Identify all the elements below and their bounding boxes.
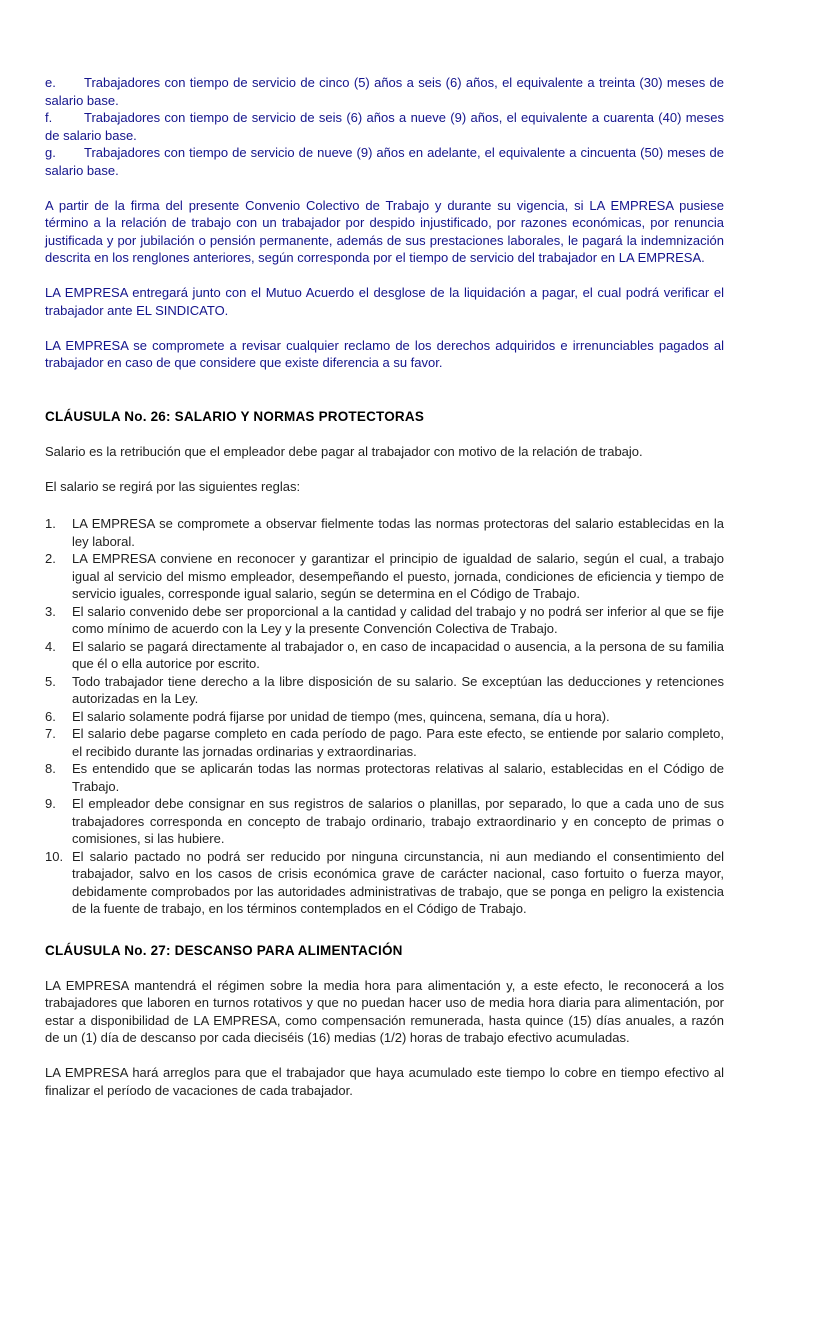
rule-number: 7. <box>45 726 56 741</box>
rule-text: El salario convenido debe ser proporcional a la cantidad y calidad del trabajo y no podrá ser inferior al que se fije como mínimo de acuerdo con la Ley y la presente Convención Colectiva de Trabajo. <box>72 603 724 636</box>
clause-27-heading: CLÁUSULA No. 27: DESCANSO PARA ALIMENTACIÓN <box>45 942 403 958</box>
intro-paragraph-severance-terms: A partir de la firma del presente Convenio Colectivo de Trabajo y durante su vigencia, si LA EMPRESA pusiese término a la relación de trabajo con un trabajador por despido injustificado, por razones económicas, por renuncia justificada y por jubilación o pensión permanente, además de sus prestaciones laborales, le pagará la indemnización descrita en los renglones anteriores, según corresponda por el tiempo de servicio del trabajador en LA EMPRESA. <box>45 197 724 265</box>
severance-item-g <box>45 144 724 179</box>
rule-text: El salario se pagará directamente al trabajador o, en caso de incapacidad o ausencia, a la persona de su familia que él o ella autorice por escrito. <box>72 638 724 671</box>
rule-text: El salario debe pagarse completo en cada período de pago. Para este efecto, se entiende por salario completo, el recibido durante las jornadas ordinarias y extraordinarias. <box>72 726 724 759</box>
rule-number: 1. <box>45 516 56 531</box>
rule-text: Todo trabajador tiene derecho a la libre disposición de su salario. Se exceptúan las deducciones y retenciones autorizadas en la Ley. <box>72 673 724 706</box>
clause-27-paragraph-arreglos: LA EMPRESA hará arreglos para que el trabajador que haya acumulado este tiempo lo cobre en tiempo efectivo al finalizar el período de vacaciones de cada trabajador. <box>45 1065 724 1098</box>
intro-paragraph-revision-reclamos: LA EMPRESA se compromete a revisar cualquier reclamo de los derechos adquiridos e irrenunciables pagados al trabajador en caso de que considere que existe diferencia a su favor. <box>45 337 724 370</box>
severance-item-text: Trabajadores con tiempo de servicio de cinco (5) años a seis (6) años, el equivalente a treinta (30) meses de salario base. <box>45 75 724 108</box>
rule-item-9 <box>45 795 724 848</box>
rule-number: 8. <box>45 761 56 776</box>
rule-number: 4. <box>45 638 56 654</box>
rule-text: LA EMPRESA conviene en reconocer y garantizar el principio de igualdad de salario, según el cual, a trabajo igual al servicio del mismo empleador, desempeñando el puesto, jornada, condiciones de eficiencia y tiempo de servicio iguales, corresponde igual salario, según se determina en el Código de Trabajo. <box>72 551 724 601</box>
rule-item-6 <box>45 708 724 726</box>
severance-item-e <box>45 74 724 109</box>
intro-paragraph-mutuo-acuerdo: LA EMPRESA entregará junto con el Mutuo Acuerdo el desglose de la liquidación a pagar, el cual podrá verificar el trabajador ante EL SINDICATO. <box>45 285 724 318</box>
clause-26-rules-list <box>45 515 724 918</box>
rule-number: 5. <box>45 673 56 689</box>
severance-item-f <box>45 109 724 144</box>
clause-26-heading: CLÁUSULA No. 26: SALARIO Y NORMAS PROTECTORAS <box>45 408 425 424</box>
severance-item-letter: f. <box>45 110 53 125</box>
rule-number: 9. <box>45 796 56 811</box>
clause-26-rules-lead-in: El salario se regirá por las siguientes reglas: <box>45 478 301 494</box>
rule-item-3 <box>45 603 724 638</box>
rule-item-7 <box>45 725 724 760</box>
rule-text: El empleador debe consignar en sus registros de salarios o planillas, por separado, lo que a cada uno de sus trabajadores corresponda en concepto de trabajo ordinario, trabajo extraordinario y en concepto de primas o comisiones, si las hubiere. <box>72 796 724 846</box>
severance-item-text: Trabajadores con tiempo de servicio de nueve (9) años en adelante, el equivalente a cincuenta (50) meses de salario base. <box>45 145 724 178</box>
clause-26-definition-paragraph: Salario es la retribución que el empleador debe pagar al trabajador con motivo de la relación de trabajo. <box>45 443 643 459</box>
severance-item-letter: e. <box>45 75 56 90</box>
severance-item-text: Trabajadores con tiempo de servicio de seis (6) años a nueve (9) años, el equivalente a cuarenta (40) meses de salario base. <box>45 110 724 143</box>
rule-item-1 <box>45 515 724 550</box>
rule-number: 3. <box>45 603 56 619</box>
severance-item-letter: g. <box>45 145 56 160</box>
rule-item-4 <box>45 638 724 673</box>
rule-item-10 <box>45 848 724 918</box>
rule-number: 2. <box>45 551 56 566</box>
rule-number: 6. <box>45 708 56 724</box>
rule-text: LA EMPRESA se compromete a observar fielmente todas las normas protectoras del salario establecidas en la ley laboral. <box>72 516 724 549</box>
rule-item-2 <box>45 550 724 603</box>
rule-item-5 <box>45 673 724 708</box>
severance-scale-list <box>45 74 724 179</box>
rule-item-8 <box>45 760 724 795</box>
rule-text: Es entendido que se aplicarán todas las normas protectoras relativas al salario, establecidas en el Código de Trabajo. <box>72 761 724 794</box>
clause-27-paragraph-media-hora: LA EMPRESA mantendrá el régimen sobre la media hora para alimentación y, a este efecto, le reconocerá a los trabajadores que laboren en turnos rotativos y que no puedan hacer uso de media hora diaria para alimentación, por estar a disponibilidad de LA EMPRESA, como compensación remunerada, hasta quince (15) días anuales, a razón de un (1) día de descanso por cada dieciséis (16) medias (1/2) horas de trabajo efectivo acumuladas. <box>45 977 724 1045</box>
rule-number: 10. <box>45 848 64 864</box>
rule-text: El salario pactado no podrá ser reducido por ninguna circunstancia, ni aun mediando el consentimiento del trabajador, salvo en los casos de crisis económica grave de carácter nacional, caso fortuito o fuerza mayor, debidamente comprobados por las autoridades administrativas de trabajo, que se ponga en peligro la existencia de la fuente de trabajo, en los términos contemplados en el Código de Trabajo. <box>72 848 724 916</box>
rule-text: El salario solamente podrá fijarse por unidad de tiempo (mes, quincena, semana, día u hora). <box>72 708 610 724</box>
